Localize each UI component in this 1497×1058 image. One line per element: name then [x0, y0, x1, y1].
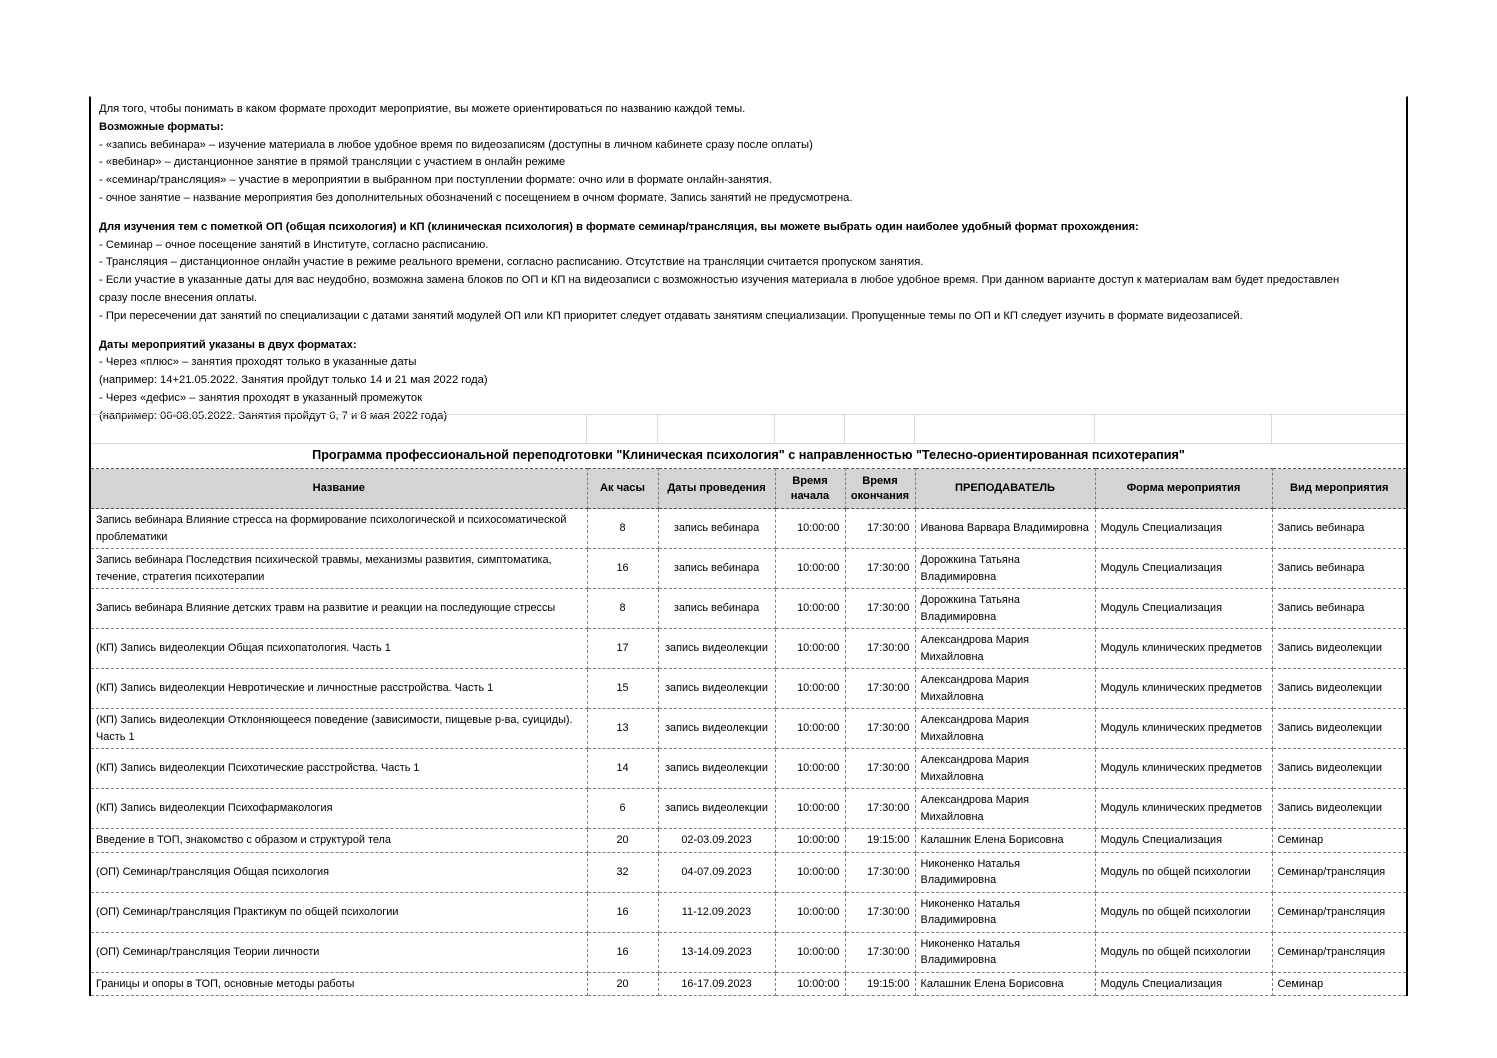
cell-end-time: 17:30:00: [845, 749, 915, 789]
cell-form: Модуль клинических предметов: [1095, 749, 1272, 789]
cell-teacher: Дорожкина Татьяна Владимировна: [915, 549, 1095, 589]
cell-name: (КП) Запись видеолекции Психофармакология: [91, 789, 587, 829]
cell-form: Модуль клинических предметов: [1095, 629, 1272, 669]
spacer-cell: [91, 414, 587, 444]
cell-end-time: 17:30:00: [845, 629, 915, 669]
cell-teacher: Калашник Елена Борисовна: [915, 972, 1095, 996]
spacer-grid-row: [89, 414, 1408, 444]
schedule-table: [91, 468, 1406, 996]
table-title: Программа профессиональной переподготовки "Клиническая психология" с направленностью "Телесно-ориентированная психотерапия": [89, 444, 1408, 468]
cell-hours: 8: [587, 589, 658, 629]
cell-form: Модуль Специализация: [1095, 829, 1272, 853]
cell-hours: 16: [587, 549, 658, 589]
table-row[interactable]: [91, 749, 1406, 789]
cell-kind: Запись вебинара: [1272, 589, 1406, 629]
schedule-table-wrap: [89, 468, 1408, 996]
cell-start-time: 10:00:00: [775, 629, 845, 669]
cell-form: Модуль по общей психологии: [1095, 852, 1272, 892]
notes-dates-item: - Через «дефис» – занятия проходят в указанный промежуток: [99, 391, 422, 404]
cell-dates: 04-07.09.2023: [658, 852, 775, 892]
schedule-table-body: [91, 509, 1406, 996]
cell-hours: 17: [587, 629, 658, 669]
cell-dates: запись вебинара: [658, 549, 775, 589]
cell-teacher: Александрова Мария Михайловна: [915, 709, 1095, 749]
cell-name: (ОП) Семинар/трансляция Общая психология: [91, 852, 587, 892]
cell-start-time: 10:00:00: [775, 509, 845, 549]
cell-kind: Запись видеолекции: [1272, 749, 1406, 789]
column-header-hours[interactable]: Ак часы: [587, 469, 658, 509]
cell-start-time: 10:00:00: [775, 709, 845, 749]
column-header-name[interactable]: Название: [91, 469, 587, 509]
cell-end-time: 17:30:00: [845, 892, 915, 932]
cell-start-time: 10:00:00: [775, 852, 845, 892]
cell-form: Модуль Специализация: [1095, 509, 1272, 549]
cell-form: Модуль клинических предметов: [1095, 789, 1272, 829]
column-header-start-line1: Время: [792, 474, 828, 487]
cell-end-time: 17:30:00: [845, 669, 915, 709]
notes-module-item: - При пересечении дат занятий по специализации с датами занятий модулей ОП или КП приоритет следует отдавать занятиям специализации. Пропущенные темы по ОП и КП следует изучить в формате видеозаписей.: [99, 309, 1243, 322]
cell-teacher: Александрова Мария Михайловна: [915, 629, 1095, 669]
table-row[interactable]: [91, 589, 1406, 629]
table-row[interactable]: [91, 892, 1406, 932]
cell-hours: 8: [587, 509, 658, 549]
notes-module-item: сразу после внесения оплаты.: [99, 291, 258, 304]
cell-kind: Семинар/трансляция: [1272, 852, 1406, 892]
notes-dates-heading: Даты мероприятий указаны в двух форматах:: [99, 338, 357, 351]
notes-module-item: - Трансляция – дистанционное онлайн участие в режиме реального времени, согласно расписанию. Отсутствие на трансляции считается пропуском занятия.: [99, 256, 924, 269]
notes-format-item: - «вебинар» – дистанционное занятие в прямой трансляции с участием в онлайн режиме: [99, 156, 566, 169]
cell-end-time: 17:30:00: [845, 852, 915, 892]
cell-name: (КП) Запись видеолекции Невротические и личностные расстройства. Часть 1: [91, 669, 587, 709]
notes-dates-item: (например: 14+21.05.2022. Занятия пройдут только 14 и 21 мая 2022 года): [99, 374, 488, 387]
cell-form: Модуль по общей психологии: [1095, 932, 1272, 972]
cell-start-time: 10:00:00: [775, 549, 845, 589]
cell-hours: 15: [587, 669, 658, 709]
cell-form: Модуль по общей психологии: [1095, 892, 1272, 932]
spacer-cell: [658, 414, 775, 444]
column-header-end[interactable]: [845, 469, 915, 509]
cell-kind: Запись вебинара: [1272, 549, 1406, 589]
cell-hours: 20: [587, 829, 658, 853]
cell-hours: 6: [587, 789, 658, 829]
cell-teacher: Александрова Мария Михайловна: [915, 669, 1095, 709]
cell-name: (ОП) Семинар/трансляция Практикум по общей психологии: [91, 892, 587, 932]
cell-kind: Семинар/трансляция: [1272, 932, 1406, 972]
cell-hours: 13: [587, 709, 658, 749]
table-row[interactable]: [91, 629, 1406, 669]
cell-teacher: Александрова Мария Михайловна: [915, 749, 1095, 789]
cell-name: (КП) Запись видеолекции Психотические расстройства. Часть 1: [91, 749, 587, 789]
cell-kind: Семинар: [1272, 972, 1406, 996]
column-header-start-line2: начала: [790, 489, 830, 502]
notes-dates-item: - Через «плюс» – занятия проходят только в указанные даты: [99, 356, 417, 369]
cell-kind: Запись видеолекции: [1272, 629, 1406, 669]
cell-dates: запись видеолекции: [658, 669, 775, 709]
cell-teacher: Дорожкина Татьяна Владимировна: [915, 589, 1095, 629]
cell-kind: Запись видеолекции: [1272, 669, 1406, 709]
cell-teacher: Никоненко Наталья Владимировна: [915, 852, 1095, 892]
cell-start-time: 10:00:00: [775, 932, 845, 972]
spacer-cell: [775, 414, 845, 444]
notes-intro: Для того, чтобы понимать в каком формате проходит мероприятие, вы можете ориентироваться по названию каждой темы.: [99, 103, 746, 115]
cell-name: Запись вебинара Влияние стресса на формирование психологической и психосоматической проблематики: [91, 509, 587, 549]
cell-kind: Запись вебинара: [1272, 509, 1406, 549]
notes-module-item: - Если участие в указанные даты для вас неудобно, возможна замена блоков по ОП и КП на видеозаписи с возможностью изучения материала в любое удобное время. При данном варианте доступ к материалам вам будет предоставлен: [99, 274, 1340, 287]
cell-form: Модуль клинических предметов: [1095, 669, 1272, 709]
notes-dates-item: (например: 06-08.05.2022. Занятия пройдут 6, 7 и 8 мая 2022 года): [99, 409, 448, 422]
table-row[interactable]: [91, 972, 1406, 996]
cell-dates: запись вебинара: [658, 589, 775, 629]
cell-dates: 11-12.09.2023: [658, 892, 775, 932]
cell-dates: 16-17.09.2023: [658, 972, 775, 996]
cell-end-time: 17:30:00: [845, 709, 915, 749]
table-row[interactable]: [91, 932, 1406, 972]
cell-kind: Запись видеолекции: [1272, 789, 1406, 829]
cell-end-time: 19:15:00: [845, 829, 915, 853]
notes-formats-heading: Возможные форматы:: [99, 120, 224, 133]
cell-name: Границы и опоры в ТОП, основные методы работы: [91, 972, 587, 996]
notes-format-item: - очное занятие – название мероприятия без дополнительных обозначений с посещением в очном формате. Запись занятий не предусмотрена.: [99, 191, 853, 204]
cell-end-time: 17:30:00: [845, 589, 915, 629]
cell-dates: запись видеолекции: [658, 749, 775, 789]
cell-hours: 20: [587, 972, 658, 996]
cell-start-time: 10:00:00: [775, 749, 845, 789]
cell-dates: 02-03.09.2023: [658, 829, 775, 853]
notes-format-item: - «семинар/трансляция» – участие в мероприятии в выбранном при поступлении формате: очно или в формате онлайн-занятия.: [99, 174, 773, 187]
cell-start-time: 10:00:00: [775, 972, 845, 996]
column-header-end-line2: окончания: [850, 489, 910, 502]
cell-name: (КП) Запись видеолекции Отклоняющееся поведение (зависимости, пищевые р-ва, суициды). Часть 1: [91, 709, 587, 749]
cell-hours: 16: [587, 892, 658, 932]
spacer-cell: [1095, 414, 1272, 444]
cell-form: Модуль Специализация: [1095, 972, 1272, 996]
cell-end-time: 17:30:00: [845, 549, 915, 589]
column-header-start[interactable]: [775, 469, 845, 509]
table-row[interactable]: [91, 549, 1406, 589]
spacer-cell: [587, 414, 658, 444]
cell-teacher: Александрова Мария Михайловна: [915, 789, 1095, 829]
cell-end-time: 17:30:00: [845, 932, 915, 972]
cell-start-time: 10:00:00: [775, 892, 845, 932]
cell-kind: Семинар/трансляция: [1272, 892, 1406, 932]
cell-kind: Запись видеолекции: [1272, 709, 1406, 749]
cell-dates: запись вебинара: [658, 509, 775, 549]
cell-form: Модуль клинических предметов: [1095, 709, 1272, 749]
cell-dates: запись видеолекции: [658, 629, 775, 669]
table-row[interactable]: [91, 669, 1406, 709]
column-header-form[interactable]: Форма мероприятия: [1095, 469, 1272, 509]
spacer-cell: [845, 414, 915, 444]
cell-start-time: 10:00:00: [775, 669, 845, 709]
cell-start-time: 10:00:00: [775, 829, 845, 853]
column-header-dates[interactable]: Даты проведения: [658, 469, 775, 509]
cell-start-time: 10:00:00: [775, 789, 845, 829]
table-row[interactable]: [91, 829, 1406, 853]
notes-modules-heading: Для изучения тем с пометкой ОП (общая психология) и КП (клиническая психология) в формате семинар/трансляция, вы можете выбрать один наиболее удобный формат прохождения:: [99, 220, 1139, 233]
cell-teacher: Никоненко Наталья Владимировна: [915, 892, 1095, 932]
column-header-teacher[interactable]: ПРЕПОДАВАТЕЛЬ: [915, 469, 1095, 509]
cell-end-time: 19:15:00: [845, 972, 915, 996]
table-header-row: [91, 469, 1406, 509]
column-header-kind[interactable]: Вид мероприятия: [1272, 469, 1406, 509]
table-row[interactable]: [91, 509, 1406, 549]
notes-module-item: - Семинар – очное посещение занятий в Институте, согласно расписанию.: [99, 238, 489, 251]
notes-block: [89, 96, 1408, 436]
cell-start-time: 10:00:00: [775, 589, 845, 629]
cell-name: (ОП) Семинар/трансляция Теории личности: [91, 932, 587, 972]
cell-teacher: Калашник Елена Борисовна: [915, 829, 1095, 853]
cell-end-time: 17:30:00: [845, 789, 915, 829]
cell-dates: запись видеолекции: [658, 709, 775, 749]
cell-kind: Семинар: [1272, 829, 1406, 853]
spacer-cell: [915, 414, 1095, 444]
cell-form: Модуль Специализация: [1095, 589, 1272, 629]
cell-name: Запись вебинара Последствия психической травмы, механизмы развития, симптоматика, течение, стратегия психотерапии: [91, 549, 587, 589]
cell-teacher: Иванова Варвара Владимировна: [915, 509, 1095, 549]
cell-name: Запись вебинара Влияние детских травм на развитие и реакции на последующие стрессы: [91, 589, 587, 629]
cell-form: Модуль Специализация: [1095, 549, 1272, 589]
cell-hours: 32: [587, 852, 658, 892]
notes-format-item: - «запись вебинара» – изучение материала в любое удобное время по видеозаписям (доступны в личном кабинете сразу после оплаты): [99, 138, 813, 151]
table-row[interactable]: [91, 852, 1406, 892]
spacer-cell: [1272, 414, 1406, 444]
table-row[interactable]: [91, 789, 1406, 829]
column-header-end-line1: Время: [862, 474, 898, 487]
cell-dates: 13-14.09.2023: [658, 932, 775, 972]
cell-dates: запись видеолекции: [658, 789, 775, 829]
cell-hours: 16: [587, 932, 658, 972]
cell-teacher: Никоненко Наталья Владимировна: [915, 932, 1095, 972]
cell-end-time: 17:30:00: [845, 509, 915, 549]
cell-hours: 14: [587, 749, 658, 789]
cell-name: Введение в ТОП, знакомство с образом и структурой тела: [91, 829, 587, 853]
cell-name: (КП) Запись видеолекции Общая психопатология. Часть 1: [91, 629, 587, 669]
table-row[interactable]: [91, 709, 1406, 749]
